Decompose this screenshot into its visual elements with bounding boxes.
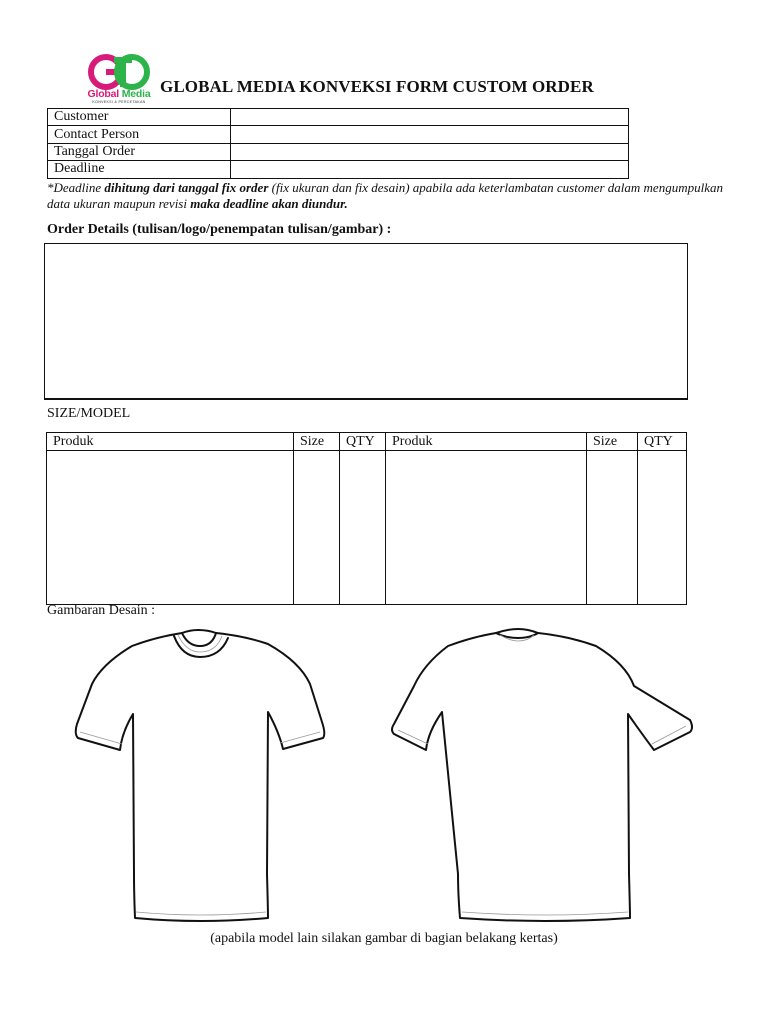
table-row xyxy=(48,161,629,178)
table-row xyxy=(48,109,629,126)
logo-wordmark: Global Media xyxy=(87,88,151,100)
customer-field[interactable] xyxy=(231,109,629,126)
logo-tagline: KONVEKSI & PERCETAKAN xyxy=(92,100,146,104)
col-header-qty: QTY xyxy=(340,433,386,451)
size-table xyxy=(46,432,687,605)
col-header-size: Size xyxy=(294,433,340,451)
table-row xyxy=(48,126,629,143)
deadline-field[interactable] xyxy=(231,161,629,178)
order-date-label: Tanggal Order xyxy=(48,143,231,160)
design-label: Gambaran Desain : xyxy=(47,603,156,618)
col-header-qty-2: QTY xyxy=(638,433,687,451)
customer-label: Customer xyxy=(48,109,231,126)
footer-note: (apabila model lain silakan gambar di bagian belakang kertas) xyxy=(210,931,558,946)
qty-cell-2[interactable] xyxy=(638,451,687,605)
produk-cell-2[interactable] xyxy=(386,451,587,605)
size-cell-2[interactable] xyxy=(587,451,638,605)
col-header-produk-2: Produk xyxy=(386,433,587,451)
company-logo xyxy=(84,52,154,108)
tshirt-back-icon xyxy=(386,624,696,924)
qty-cell[interactable] xyxy=(340,451,386,605)
size-model-label: SIZE/MODEL xyxy=(47,406,131,421)
order-details-label: Order Details (tulisan/logo/penempatan tulisan/gambar) : xyxy=(47,222,392,237)
table-header-row xyxy=(47,433,687,451)
deadline-note: *Deadline dihitung dari tanggal fix order (fix ukuran dan fix desain) apabila ada keterlambatan customer dalam mengumpulkan data ukuran maupun revisi maka deadline akan diundur. xyxy=(47,180,723,211)
contact-person-field[interactable] xyxy=(231,126,629,143)
customer-info-table xyxy=(47,108,629,179)
form-title: GLOBAL MEDIA KONVEKSI FORM CUSTOM ORDER xyxy=(160,77,594,96)
contact-person-label: Contact Person xyxy=(48,126,231,143)
order-date-field[interactable] xyxy=(231,143,629,160)
col-header-size-2: Size xyxy=(587,433,638,451)
produk-cell[interactable] xyxy=(47,451,294,605)
tshirt-front-icon xyxy=(70,624,330,924)
table-row xyxy=(48,143,629,160)
table-row xyxy=(47,451,687,605)
order-details-box[interactable] xyxy=(44,243,688,400)
size-cell[interactable] xyxy=(294,451,340,605)
deadline-label: Deadline xyxy=(48,161,231,178)
col-header-produk: Produk xyxy=(47,433,294,451)
